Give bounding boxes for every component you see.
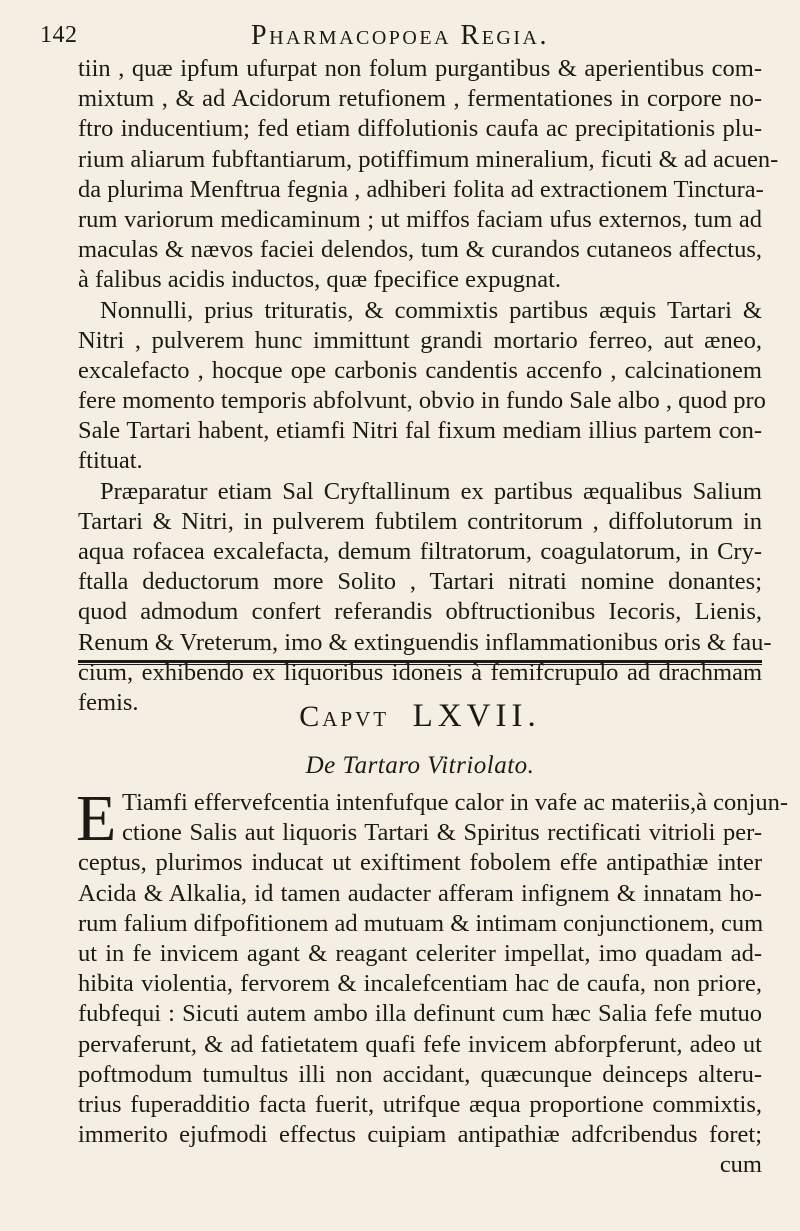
text-line: aqua rofacea excalefacta, demum filtratorum, coagulatorum, in Cry-: [78, 538, 762, 565]
text-line: fere momento temporis abfolvunt, obvio in fundo Sale albo , quod pro: [78, 387, 766, 415]
chapter-numeral: LXVII.: [412, 698, 541, 734]
text-line: mixtum , & ad Acidorum retufionem , fermentationes in corpore no-: [78, 85, 762, 113]
text-line: tiin , quæ ipfum ufurpat non folum purgantibus & aperientibus com-: [78, 55, 762, 82]
chapter-label: Capvt: [299, 700, 390, 733]
text-line: Præparatur etiam Sal Cryftallinum ex partibus æqualibus Salium: [100, 477, 762, 505]
text-body-lower: [76, 782, 788, 1180]
chapter-heading: [78, 698, 762, 735]
paragraph-2: [78, 296, 766, 477]
text-line: da plurima Menftrua fegnia , adhiberi folita ad extractionem Tinctura-: [78, 175, 764, 203]
text-line: Renum & Vreterum, imo & extinguendis inflammationibus oris & fau-: [78, 628, 772, 656]
page-number: 142: [40, 22, 78, 48]
text-line: ctione Salis aut liquoris Tartari & Spiritus rectificati vitrioli per-: [122, 819, 762, 847]
text-line: rum variorum medicaminum ; ut miffos faciam ufus externos, tum ad: [78, 205, 762, 233]
text-line: fubfequi : Sicuti autem ambo illa definunt cum hæc Salia fefe mutuo: [78, 1000, 762, 1028]
text-line: Sale Tartari habent, etiamfi Nitri fal fixum mediam illius partem con-: [78, 417, 762, 445]
text-line: ftituat.: [78, 447, 143, 475]
text-line: pervaferunt, & ad fatietatem quafi fefe invicem abforpferunt, adeo ut: [78, 1030, 762, 1058]
text-line: excalefacto , hocque ope carbonis candentis accenfo , calcinationem: [78, 356, 762, 384]
paragraph-3: [78, 477, 772, 719]
text-line: ftalla deductorum more Solito , Tartari nitrati nomine donantes;: [78, 568, 762, 596]
drop-cap: E: [76, 782, 117, 855]
text-line: ftro inducentium; fed etiam diffolutionis caufa ac precipitationis plu-: [78, 115, 762, 143]
text-line: maculas & nævos faciei delendos, tum & curandos cutaneos affectus,: [78, 236, 762, 264]
text-line: immerito ejufmodi effectus cuipiam antipathiæ adfcribendus foret;: [78, 1121, 762, 1149]
text-line: Tartari & Nitri, in pulverem fubtilem contritorum , diffolutorum in: [78, 507, 762, 535]
page-header: [40, 18, 760, 58]
text-line: ceptus, plurimos inducat ut exiftiment fobolem effe antipathiæ inter: [78, 849, 762, 877]
section-divider: [78, 660, 762, 665]
paragraph-1: [78, 54, 779, 296]
text-line: Acida & Alkalia, id tamen audacter afferam infignem & innatam ho-: [78, 879, 762, 907]
catchword: cum: [719, 1151, 762, 1179]
text-line: ut in fe invicem agant & reagant celeriter impellat, imo quadam ad-: [78, 939, 762, 967]
chapter-subtitle: De Tartaro Vitriolato.: [305, 752, 535, 779]
text-body-upper: [78, 54, 779, 718]
text-line: à falibus acidis inductos, quæ fpecifice expugnat.: [78, 266, 562, 294]
text-line: trius fuperadditio facta fuerit, utrifque æqua proportione commixtis,: [78, 1090, 762, 1118]
running-title: Pharmacopoea Regia.: [251, 20, 549, 51]
text-line: quod admodum confert referandis obftructionibus Iecoris, Lienis,: [78, 598, 762, 626]
text-line: Tiamfi effervefcentia intenfufque calor in vafe ac materiis,à conjun-: [122, 789, 788, 816]
text-line: cium, exhibendo ex liquoribus idoneis à femifcrupulo ad drachmam: [78, 658, 762, 686]
text-line: Nitri , pulverem hunc immittunt grandi mortario ferreo, aut æneo,: [78, 326, 762, 354]
text-line: rium aliarum fubftantiarum, potiffimum mineralium, ficuti & ad acuen-: [78, 145, 779, 173]
text-line: poftmodum tumultus illi non accidant, quæcunque deinceps alteru-: [78, 1060, 762, 1088]
text-line: rum falium difpofitionem ad mutuam & intimam conjunctionem, cum: [78, 909, 764, 937]
text-line: femis.: [78, 688, 139, 716]
text-line: Nonnulli, prius trituratis, & commixtis partibus æquis Tartari &: [100, 296, 762, 324]
text-line: hibita violentia, fervorem & incalefcentiam hac de caufa, non priore,: [78, 970, 762, 998]
